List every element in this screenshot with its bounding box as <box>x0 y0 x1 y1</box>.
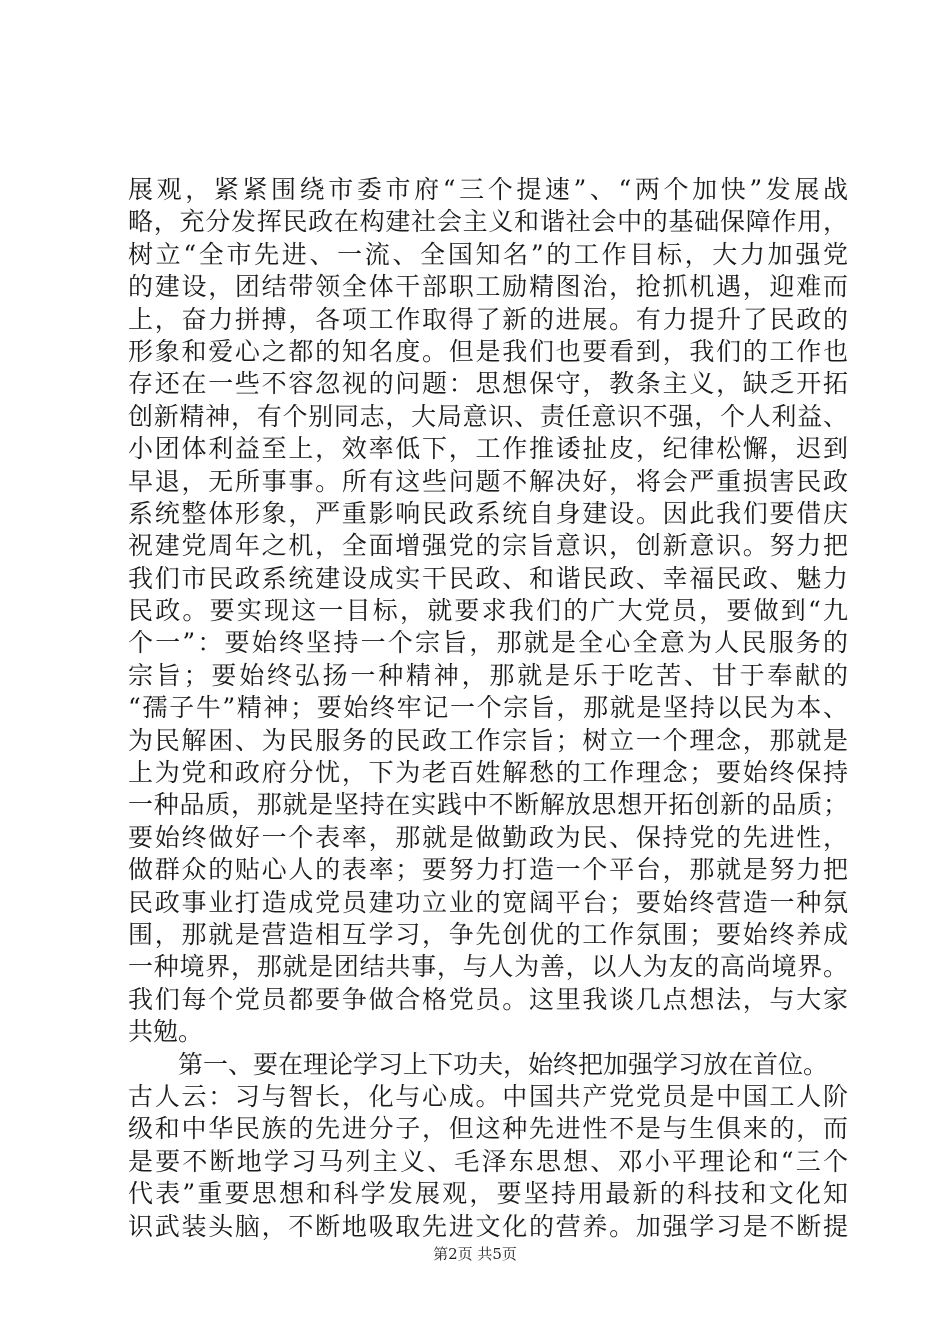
text-line: 系统整体形象，严重影响民政系统自身建设。因此我们要借庆 <box>128 498 848 528</box>
text-line: 上，奋力拼搏，各项工作取得了新的进展。有力提升了民政的 <box>128 304 848 334</box>
text-line: 形象和爱心之都的知名度。但是我们也要看到，我们的工作也 <box>128 336 848 366</box>
text-line: 为民解困、为民服务的民政工作宗旨；树立一个理念，那就是 <box>128 725 848 755</box>
page-number-footer: 第2页 共5页 <box>433 1245 517 1263</box>
text-line: 祝建党周年之机，全面增强党的宗旨意识，创新意识。努力把 <box>128 531 848 561</box>
text-line: 宗旨；要始终弘扬一种精神，那就是乐于吃苦、甘于奉献的 <box>128 660 848 690</box>
text-line: 民政。要实现这一目标，就要求我们的广大党员，要做到“九 <box>128 596 848 626</box>
text-line: 存还在一些不容忽视的问题：思想保守，教条主义，缺乏开拓 <box>128 369 848 399</box>
text-line: 树立“全市先进、一流、全国知名”的工作目标，大力加强党 <box>128 239 848 269</box>
text-line: “孺子牛”精神；要始终牢记一个宗旨，那就是坚持以民为本、 <box>128 693 848 723</box>
text-line: 代表”重要思想和科学发展观，要坚持用最新的科技和文化知 <box>128 1179 848 1209</box>
text-line: 识武装头脑，不断地吸取先进文化的营养。加强学习是不断提 <box>128 1211 848 1241</box>
text-line: 创新精神，有个别同志，大局意识、责任意识不强，个人利益、 <box>128 401 848 431</box>
text-line: 做群众的贴心人的表率；要努力打造一个平台，那就是努力把 <box>128 855 848 885</box>
text-line: 早退，无所事事。所有这些问题不解决好，将会严重损害民政 <box>128 466 848 496</box>
text-line: 小团体利益至上，效率低下，工作推诿扯皮，纪律松懈，迟到 <box>128 434 848 464</box>
text-line: 一种品质，那就是坚持在实践中不断解放思想开拓创新的品质； <box>128 790 848 820</box>
text-line: 是要不断地学习马列主义、毛泽东思想、邓小平理论和“三个 <box>128 1146 848 1176</box>
text-line: 我们市民政系统建设成实干民政、和谐民政、幸福民政、魅力 <box>128 563 848 593</box>
text-line: 古人云：习与智长，化与心成。中国共产党党员是中国工人阶 <box>128 1081 848 1111</box>
body-text <box>128 174 848 1243</box>
text-line: 略，充分发挥民政在构建社会主义和谐社会中的基础保障作用， <box>128 207 848 237</box>
text-line: 民政事业打造成党员建功立业的宽阔平台；要始终营造一种氛 <box>128 887 848 917</box>
text-line: 一种境界，那就是团结共事，与人为善，以人为友的高尚境界。 <box>128 952 848 982</box>
text-line: 上为党和政府分忧，下为老百姓解愁的工作理念；要始终保持 <box>128 758 848 788</box>
text-line: 围，那就是营造相互学习，争先创优的工作氛围；要始终养成 <box>128 919 848 949</box>
paragraph-first-line: 第一、要在理论学习上下功夫，始终把加强学习放在首位。 <box>178 1049 829 1079</box>
text-line: 级和中华民族的先进分子，但这种先进性不是与生俱来的，而 <box>128 1114 848 1144</box>
text-line: 的建设，团结带领全体干部职工励精图治，抢抓机遇，迎难而 <box>128 272 848 302</box>
text-line: 要始终做好一个表率，那就是做勤政为民、保持党的先进性， <box>128 822 848 852</box>
text-line: 我们每个党员都要争做合格党员。这里我谈几点想法，与大家 <box>128 984 848 1014</box>
text-line: 共勉。 <box>128 1017 204 1047</box>
text-line: 个一”：要始终坚持一个宗旨，那就是全心全意为人民服务的 <box>128 628 848 658</box>
text-line: 展观，紧紧围绕市委市府“三个提速”、“两个加快”发展战 <box>128 175 848 204</box>
